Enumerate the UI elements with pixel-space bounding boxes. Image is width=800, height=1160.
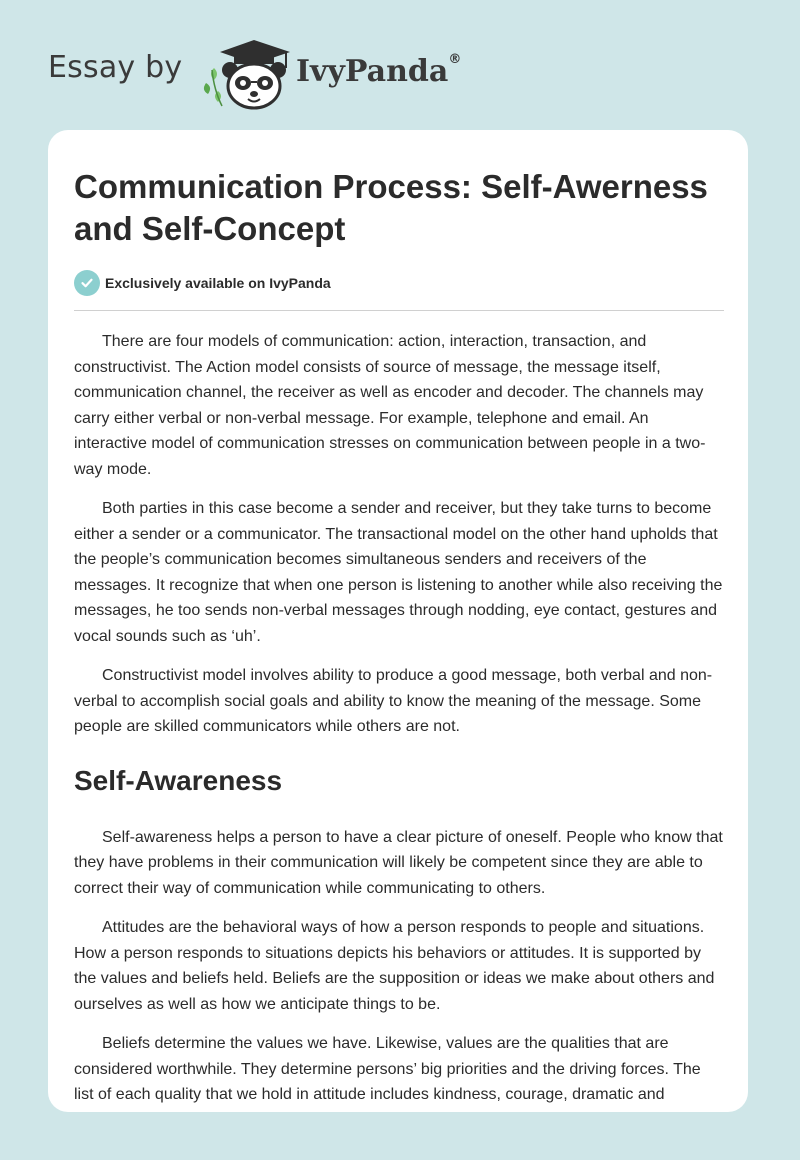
paragraph: Self-awareness helps a person to have a clear picture of oneself. People who know that they have problems in their communication will likely be competent since they are able to correct their way of communication while communicating to others. <box>74 828 723 897</box>
essay-by-label: Essay by <box>48 50 183 85</box>
registered-mark: ® <box>448 52 462 67</box>
section-heading: Self-Awareness <box>74 764 283 796</box>
site-header <box>0 0 800 128</box>
panda-graduate-logo-icon[interactable] <box>200 36 296 112</box>
badge-label: Exclusively available on IvyPanda <box>105 275 331 291</box>
article-body <box>74 329 724 1108</box>
essay-card <box>48 130 748 1112</box>
paragraph: Both parties in this case become a sender and receiver, but they take turns to become either a sender or a communicator. The transactional model on the other hand upholds that the people’s communication becomes simultaneous senders and receivers of the messages. It recognize that when one person is listening to another while also receiving the messages, he too sends non-verbal messages through nodding, eye contact, gestures and vocal sounds such as ‘uh’. <box>74 500 723 645</box>
essay-content <box>74 166 724 1112</box>
page-title: Communication Process: Self-Awerness and Self-Concept <box>74 168 708 247</box>
check-circle-icon <box>74 270 100 296</box>
paragraph: Constructivist model involves ability to produce a good message, both verbal and non-verbal to accomplish social goals and ability to know the meaning of the message. Some people are skilled communicators while others are not. <box>74 667 713 735</box>
paragraph: Attitudes are the behavioral ways of how a person responds to people and situations. How a person responds to situations depicts his behaviors or attitudes. It is supported by the values and beliefs held. Beliefs are the supposition or ideas we make about others and ourselves as well as how we anticipate things to be. <box>74 919 715 1013</box>
exclusive-badge <box>74 270 724 296</box>
paragraph: There are four models of communication: action, interaction, transaction, and constructivist. The Action model consists of source of message, the message itself, communication channel, the receiver as well as encoder and decoder. The channels may carry either verbal or non-verbal message. For example, telephone and email. An interactive model of communication stresses on communication between people in a two-way mode. <box>74 333 706 478</box>
brand-name[interactable]: IvyPanda® <box>296 52 462 89</box>
divider <box>74 310 724 311</box>
paragraph: Beliefs determine the values we have. Likewise, values are the qualities that are considered worthwhile. They determine persons’ big priorities and the driving forces. The list of each quality that we hold in attitude includes kindness, courage, dramatic and <box>74 1035 701 1103</box>
